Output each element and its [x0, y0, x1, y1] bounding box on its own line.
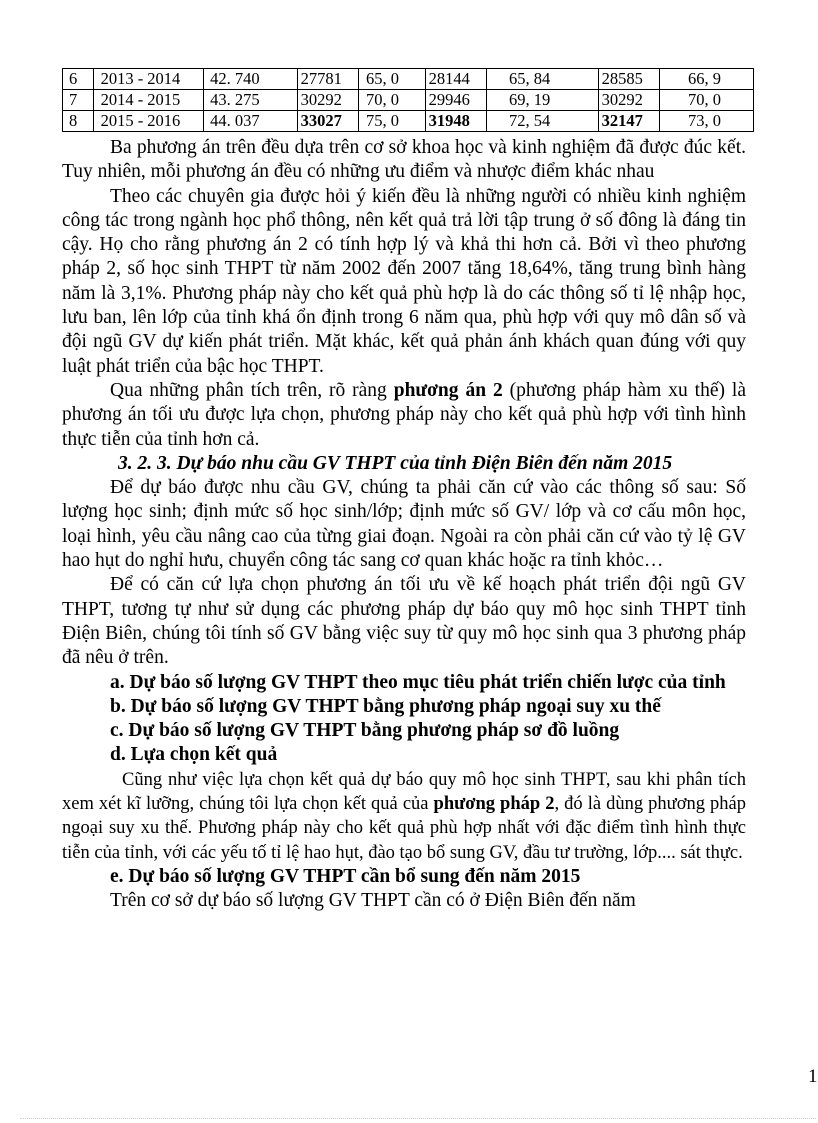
table-cell-stt: 7	[63, 90, 94, 111]
paragraph: Để dự báo được nhu cầu GV, chúng ta phải căn cứ vào các thông số sau: Số lượng học sinh; định mức số học sinh/lớp; định mức số GV/ lớp và cơ cấu môn học, loại hình, yêu cầu nâng cao của từng giai đoạn. Ngoài ra còn phải căn cứ vào tỷ lệ GV hao hụt do nghỉ hưu, chuyển công tác sang cơ quan khác hoặc ra tỉnh khỏc…	[62, 477, 746, 572]
table-row	[63, 69, 754, 90]
subheading-c: c. Dự báo số lượng GV THPT bằng phương pháp sơ đồ luồng	[110, 720, 620, 742]
table-cell-population: 43. 275	[204, 90, 298, 111]
table-cell-n2: 29946	[425, 90, 486, 111]
table-cell-n1: 30292	[297, 90, 358, 111]
table-cell-p1: 70, 0	[358, 90, 425, 111]
bold-text: phương án 2	[393, 379, 503, 401]
table-cell-year: 2015 - 2016	[93, 111, 204, 132]
table-cell-year: 2013 - 2014	[93, 69, 204, 90]
table-cell-n3: 30292	[598, 90, 659, 111]
table-cell-n1: 33027	[297, 111, 358, 132]
table-cell-n3: 28585	[598, 69, 659, 90]
table-cell-n2: 31948	[425, 111, 486, 132]
table-cell-population: 42. 740	[204, 69, 298, 90]
table-cell-population: 44. 037	[204, 111, 298, 132]
table-cell-stt: 8	[63, 111, 94, 132]
table-row	[63, 111, 754, 132]
page-divider	[20, 1118, 816, 1119]
table-row	[63, 90, 754, 111]
table-cell-year: 2014 - 2015	[93, 90, 204, 111]
body-text	[62, 136, 746, 914]
text-run: , đó là dùng phương pháp ngoại suy xu thế. Phương pháp này cho kết quả phù hợp nhất với đặc điểm tình hình thực tiễn của tỉnh, với các yếu tố tỉ lệ hao hụt, đào tạo bổ sung GV, đầu tư trường, lớp.... sát thực.	[62, 794, 746, 863]
table-cell-p2: 69, 19	[486, 90, 598, 111]
paragraph: Trên cơ sở dự báo số lượng GV THPT cần có ở Điện Biên đến năm	[110, 890, 636, 912]
subheading-e: e. Dự báo số lượng GV THPT cần bổ sung đến năm 2015	[110, 865, 581, 887]
table-cell-stt: 6	[63, 69, 94, 90]
table-cell-n3: 32147	[598, 111, 659, 132]
paragraph	[62, 768, 746, 865]
table-cell-p1: 65, 0	[358, 69, 425, 90]
subheading-a: a. Dự báo số lượng GV THPT theo mục tiêu phát triển chiến lược của tỉnh	[110, 671, 726, 693]
text-run: Qua những phân tích trên, rõ ràng	[110, 379, 394, 401]
paragraph: Để có căn cứ lựa chọn phương án tối ưu về kế hoạch phát triển đội ngũ GV THPT, tương tự như sử dụng các phương pháp dự báo quy mô học sinh THPT tỉnh Điện Biên, chúng tôi tính số GV bằng việc suy từ quy mô học sinh qua 3 phương pháp đã nêu ở trên.	[62, 574, 746, 669]
table-cell-p3: 73, 0	[659, 111, 753, 132]
subheading-d: d. Lựa chọn kết quả	[110, 744, 278, 766]
table-cell-p3: 66, 9	[659, 69, 753, 90]
forecast-table	[62, 68, 754, 132]
paragraph	[62, 379, 746, 452]
paragraph: Theo các chuyên gia được hỏi ý kiến đều là những người có nhiều kinh nghiệm công tác trong ngành học phổ thông, nên kết quả trả lời tập trung ở số đông là đáng tin cậy. Họ cho rằng phương án 2 có tính hợp lý và khả thi hơn cả. Bởi vì theo phương pháp 2, số học sinh THPT từ năm 2002 đến 2007 tăng 18,64%, tăng trung bình hàng năm là 3,1%. Phương pháp này cho kết quả phù hợp là do các thông số tỉ lệ nhập học, lưu ban, lên lớp của tỉnh khá ổn định trong 6 năm qua, phù hợp với quy mô dân số và đội ngũ GV dự kiến phát triển. Mặt khác, kết quả phản ánh khách quan đúng với quy luật phát triển của bậc học THPT.	[62, 185, 746, 377]
table-cell-n1: 27781	[297, 69, 358, 90]
table-cell-p2: 72, 54	[486, 111, 598, 132]
table-cell-p1: 75, 0	[358, 111, 425, 132]
section-heading: 3. 2. 3. Dự báo nhu cầu GV THPT của tỉnh Điện Biên đến năm 2015	[118, 452, 673, 474]
table-cell-p3: 70, 0	[659, 90, 753, 111]
page-number: 1	[808, 1066, 818, 1087]
subheading-b: b. Dự báo số lượng GV THPT bằng phương pháp ngoại suy xu thế	[110, 695, 661, 717]
table-cell-n2: 28144	[425, 69, 486, 90]
text-run: (phương pháp hàm xu thế) là phương án tối ưu được lựa chọn, phương pháp này cho kết quả phù hợp với tình hình thực tiễn của tỉnh hơn cả.	[62, 379, 746, 450]
text-run: Cũng như việc lựa chọn kết quả dự báo quy mô học sinh THPT, sau khi phân tích xem xét kĩ lưỡng, chúng tôi lựa chọn kết quả của	[62, 769, 746, 815]
paragraph: Ba phương án trên đều dựa trên cơ sở khoa học và kinh nghiệm đã được đúc kết. Tuy nhiên, mỗi phương án đều có những ưu điểm và nhược điểm khác nhau	[62, 137, 746, 183]
bold-text: phương pháp 2	[433, 794, 555, 815]
table-cell-p2: 65, 84	[486, 69, 598, 90]
